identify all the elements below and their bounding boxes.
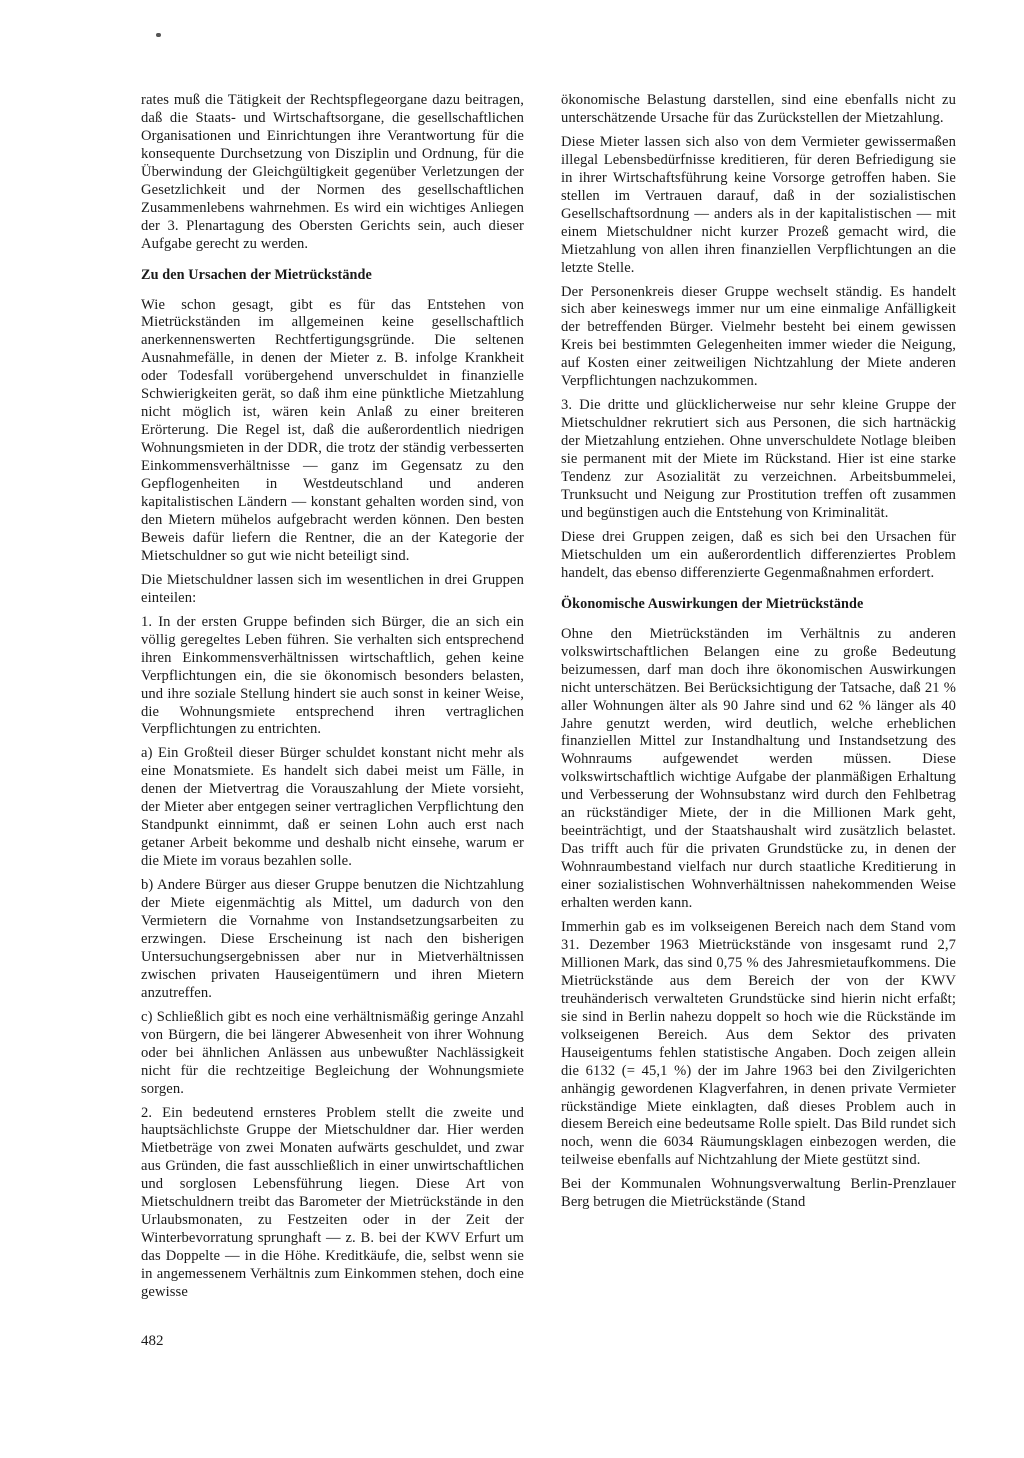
right-paragraph-4: 3. Die dritte und glücklicherweise nur sehr kleine Gruppe der Mietschuldner rekrutiert sich aus Personen, die sich hartnäckig der Mietzahlung entziehen. Ohne unverschuldete Notlage bleiben sie permanent mit der Miete im Rückstand. Hier ist eine starke Tendenz zur Asozialität zu verzeichnen. Arbeitsbummelei, Trunksucht und Neigung zur Prostitution treffen oft zusammen und begünstigen auch die Entstehung von Kriminalität. [561,397,956,521]
section-heading-economic: Ökonomische Auswirkungen der Mietrückstände [561,595,864,612]
left-paragraph-2: Wie schon gesagt, gibt es für das Entstehen von Mietrückständen im allgemeinen keine gesellschaftlich anerkennenswerten Rechtfertigungsgründe. Die seltenen Ausnahmefälle, in denen der Mieter z. B. infolge Krankheit oder Todesfall vorübergehend unverschuldet in finanzielle Schwierigkeiten gerät, so daß ihm eine pünktliche Mietzahlung nicht möglich ist, wären kein Anlaß zu einer breiteren Erörterung. Die Regel ist, daß die außerordentlich niedrigen Wohnungsmieten in der DDR, die trotz der ständig verbesserten Einkommensverhältnisse — ganz im Gegensatz zu den Gepflogenheiten in Westdeutschland und anderen kapitalistischen Ländern — konstant gehalten worden sind, von den Mietern mühelos aufgebracht werden können. Den besten Beweis dafür liefern die Rentner, die an der Kategorie der Mietschuldner so gut wie nicht beteiligt sind. [141,296,524,564]
page-number: 482 [141,1333,164,1349]
right-column [561,92,956,1218]
right-paragraph-5: Diese drei Gruppen zeigen, daß es sich bei den Ursachen für Mietschulden um ein außerordentlich differenziertes Problem handelt, das ebenso differenzierte Gegenmaßnahmen erfordert. [561,528,956,581]
right-paragraph-6: Ohne den Mietrückständen im Verhältnis zu anderen volkswirtschaftlichen Belangen eine zu große Bedeutung beizumessen, darf man doch ihre ökonomischen Auswirkungen nicht unterschätzen. Bei Berücksichtigung der Tatsache, daß 21 % aller Wohnungen älter als 90 Jahre sind und 62 % länger als 40 Jahre genutzt werden, wird deutlich, welche erheblichen finanziellen Mittel zur Instandhaltung und Instandsetzung des Wohnraums aufgewendet werden müssen. Diese volkswirtschaftlich wichtige Aufgabe der planmäßigen Erhaltung und Verbesserung der Wohnsubstanz wird durch den Fehlbetrag an rückständiger Miete, der in die Millionen Mark geht, beeinträchtigt, und der Staatshaushalt wird zusätzlich belastet. Das trifft auch für die privaten Grundstücke zu, in denen der Wohnraumbestand vielfach nur durch staatliche Kreditierung in einer sozialistischen Wohnverhältnissen nahekommenden Weise erhalten werden kann. [561,625,956,912]
left-paragraph-1: rates muß die Tätigkeit der Rechtspflegeorgane dazu beitragen, daß die Staats- und Wirtschaftsorgane, die gesellschaftlichen Organisationen und Einrichtungen ihre Verantwortung für die konsequente Durchsetzung von Disziplin und Ordnung, für die Überwindung der Gleichgültigkeit gegenüber Verletzungen der Gesetzlichkeit und der Normen des gesellschaftlichen Zusammenlebens wahrnehmen. Es wird ein wichtiges Anliegen der 3. Plenartagung des Obersten Gerichts sein, auch dieser Aufgabe gerecht zu werden. [141,92,524,252]
right-paragraph-7: Immerhin gab es im volkseigenen Bereich nach dem Stand vom 31. Dezember 1963 Mietrückstände von insgesamt rund 2,7 Millionen Mark, das sind 0,75 % des Jahresmietaufkommens. Die Mietrückstände aus dem Bereich der von der KWV treuhänderisch verwalteten Grundstücke sind hierin nicht erfaßt; sie sind in Berlin nahezu doppelt so hoch wie die Rückstände im volkseigenen Bereich. Aus dem Sektor des privaten Hauseigentums fehlen statistische Angaben. Doch zeigen allein die 6132 (= 45,1 %) der im Jahre 1963 bei den Zivilgerichten anhängig gewordenen Klagverfahren, in denen private Vermieter rückständige Miete einklagten, daß dieses Problem auch in diesem Bereich eine bedeutsame Rolle spielt. Das Bild rundet sich noch, wenn die 6034 Räumungsklagen einbezogen werden, die teilweise ebenfalls auf Nichtzahlung der Miete gestützt sind. [561,918,956,1169]
right-paragraph-8: Bei der Kommunalen Wohnungsverwaltung Berlin-Prenzlauer Berg betrugen die Mietrückstände (Stand [561,1176,956,1211]
scan-speck [156,33,161,37]
left-paragraph-7: c) Schließlich gibt es noch eine verhältnismäßig geringe Anzahl von Bürgern, die bei längerer Abwesenheit von ihrer Wohnung oder bei ähnlichen Anlässen aus unbewußter Nachlässigkeit nicht für die rechtzeitige Begleichung der Wohnungsmiete sorgen. [141,1008,524,1097]
right-paragraph-3: Der Personenkreis dieser Gruppe wechselt ständig. Es handelt sich aber keineswegs immer nur um eine einmalige Anfälligkeit der betreffenden Bürger. Vielmehr besteht bei einem gewissen Kreis bei bestimmten Gelegenheiten immer wieder die Neigung, auf Kosten einer zeitweiligen Nichtzahlung der Miete anderen Verpflichtungen nachzukommen. [561,283,956,390]
right-paragraph-1: ökonomische Belastung darstellen, sind eine ebenfalls nicht zu unterschätzende Ursache für das Zurückstellen der Mietzahlung. [561,92,956,126]
left-paragraph-6: b) Andere Bürger aus dieser Gruppe benutzen die Nichtzahlung der Miete eigenmächtig als Mittel, um dadurch von den Vermietern die Vornahme von Instandsetzungsarbeiten zu erzwingen. Diese Erscheinung ist nach den bisherigen Untersuchungsergebnissen aber nur in Mietverhältnissen zwischen privaten Hauseigentümern und ihren Mietern anzutreffen. [141,877,524,1001]
left-paragraph-8: 2. Ein bedeutend ernsteres Problem stellt die zweite und hauptsächlichste Gruppe der Mietschuldner dar. Hier werden Mietbeträge von zwei Monaten aufwärts geschuldet, und zwar aus Gründen, die fast ausschließlich in einer unwirtschaftlichen und sorglosen Lebensführung liegen. Diese Art von Mietschuldnern treibt das Barometer der Mietrückstände in den Urlaubsmonaten, zu Festzeiten oder in der Zeit der Winterbevorratung sprunghaft — z. B. bei der KWV Erfurt um das Doppelte — in die Höhe. Kreditkäufe, die, selbst wenn sie in angemessenem Verhältnis zum Einkommen stehen, doch eine gewisse [141,1104,524,1301]
left-paragraph-3: Die Mietschuldner lassen sich im wesentlichen in drei Gruppen einteilen: [141,571,524,606]
left-paragraph-5: a) Ein Großteil dieser Bürger schuldet konstant nicht mehr als eine Monatsmiete. Es handelt sich dabei meist um Fälle, in denen der Mietvertrag die Vorauszahlung der Miete vorsieht, der Mieter aber entgegen seiner vertraglichen Verpflichtung den Standpunkt einnimmt, daß er seinen Lohn auch erst nach getaner Arbeit bekomme und deshalb nicht einsehe, warum er die Miete im voraus bezahlen solle. [141,745,524,870]
right-paragraph-2: Diese Mieter lassen sich also von dem Vermieter gewissermaßen illegal Lebensbedürfnisse kreditieren, für deren Befriedigung sie in ihrer Wirtschaftsführung keine Vorsorge getroffen haben. Sie stellen im Vertrauen darauf, daß in der sozialistischen Gesellschaftsordnung — anders als in der kapitalistischen — mit einem Mietschuldner nicht kurzer Prozeß gemacht wird, die Mietzahlung von allen ihren finanziellen Verpflichtungen an die letzte Stelle. [561,133,956,276]
section-heading-causes: Zu den Ursachen der Mietrückstände [141,266,372,283]
left-column [141,92,524,1308]
left-paragraph-4: 1. In der ersten Gruppe befinden sich Bürger, die an sich ein völlig geregeltes Leben führen. Sie verhalten sich entsprechend ihren Einkommensverhältnissen wirtschaftlich, gehen keine Verpflichtungen ein, die sie ökonomisch besonders belasten, und ihre soziale Stellung hindert sie auch sonst in keiner Weise, die Wohnungsmiete entsprechend ihren vertraglichen Verpflichtungen zu entrichten. [141,613,524,738]
